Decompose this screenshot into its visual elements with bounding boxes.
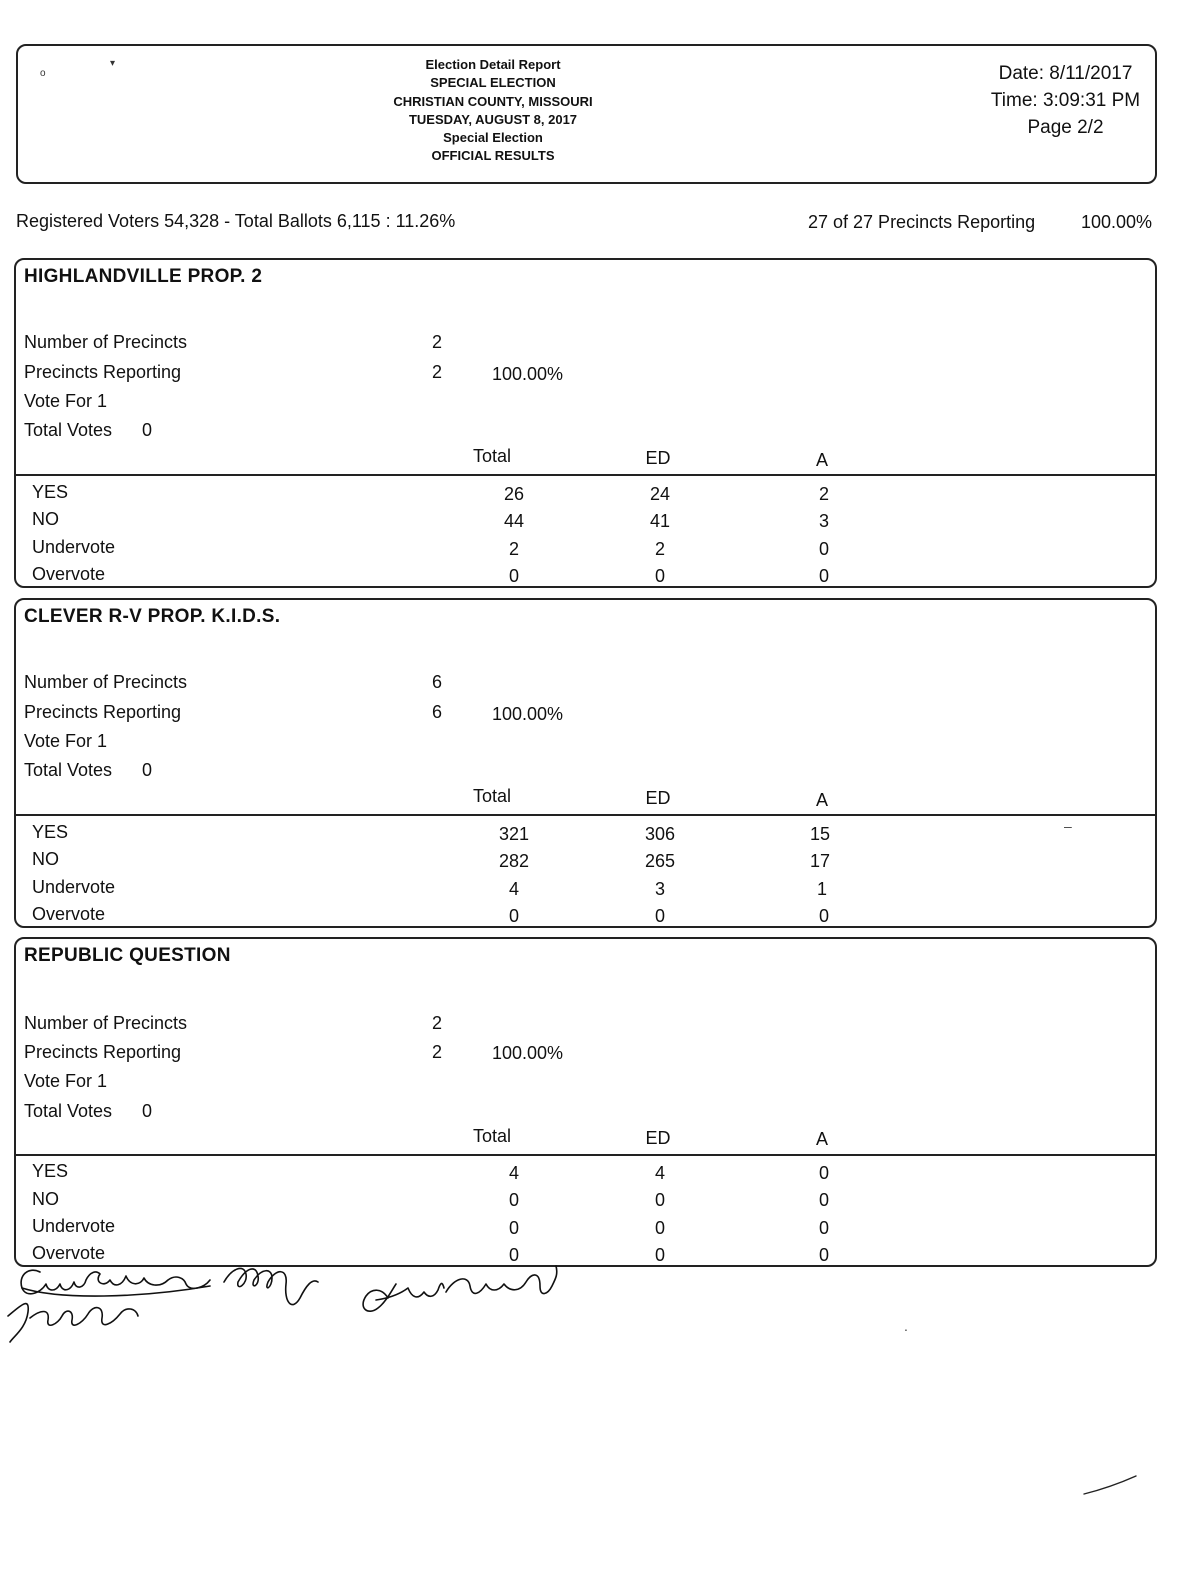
- cell-total: 44: [503, 511, 525, 531]
- cell-a: 0: [818, 1163, 829, 1183]
- total-votes-label: Total Votes: [24, 1101, 113, 1121]
- election-name: SPECIAL ELECTION: [430, 75, 556, 91]
- num-precincts-value: 2: [431, 332, 442, 352]
- row-label-undervote: Undervote: [32, 537, 116, 557]
- row-label-no: NO: [32, 1189, 59, 1209]
- election-date: TUESDAY, AUGUST 8, 2017: [408, 111, 578, 127]
- contest-box: [14, 598, 1157, 928]
- scan-mark: ▾: [110, 58, 116, 69]
- precincts-reporting-value: 6: [431, 702, 442, 722]
- row-label-overvote: Overvote: [32, 564, 106, 584]
- row-label-no: NO: [32, 849, 59, 869]
- precincts-reporting-percent: 100.00%: [492, 704, 564, 724]
- precincts-reporting-label: Precincts Reporting: [24, 362, 182, 382]
- cell-total: 0: [508, 1245, 519, 1265]
- cell-total: 0: [508, 1190, 519, 1210]
- vote-for-label: Vote For 1: [24, 1071, 108, 1091]
- cell-ed: 0: [654, 906, 665, 926]
- vote-for-label: Vote For 1: [24, 731, 108, 751]
- cell-ed: 0: [654, 566, 665, 586]
- cell-ed: 0: [654, 1190, 665, 1210]
- scan-mark: –: [1064, 818, 1072, 834]
- total-votes-label: Total Votes: [24, 420, 113, 440]
- cell-total: 0: [508, 906, 519, 926]
- vote-for-label: Vote For 1: [24, 391, 108, 411]
- col-header-ed: ED: [645, 448, 671, 468]
- contest-title: HIGHLANDVILLE PROP. 2: [24, 266, 263, 287]
- row-label-overvote: Overvote: [32, 904, 106, 924]
- cell-a: 15: [809, 824, 831, 844]
- cell-total: 0: [508, 566, 519, 586]
- report-header: [16, 44, 1157, 184]
- scan-mark: .: [904, 1318, 908, 1334]
- scan-mark: o: [40, 68, 46, 79]
- table-divider: [16, 1154, 1155, 1156]
- report-title: Election Detail Report: [425, 57, 561, 72]
- cell-a: 0: [818, 1190, 829, 1210]
- precincts-reporting-label: Precincts Reporting: [24, 1042, 182, 1062]
- cell-ed: 4: [654, 1163, 665, 1183]
- total-votes-value: 0: [142, 760, 153, 780]
- registered-voters-summary: Registered Voters 54,328 - Total Ballots 6,115 : 11.26%: [16, 211, 456, 231]
- cell-a: 1: [816, 879, 827, 899]
- total-votes-value: 0: [142, 420, 153, 440]
- cell-a: 0: [818, 1218, 829, 1238]
- contest-title: CLEVER R-V PROP. K.I.D.S.: [24, 606, 281, 627]
- cell-a: 2: [818, 484, 829, 504]
- cell-ed: 265: [644, 851, 676, 871]
- col-header-total: Total: [472, 446, 512, 466]
- row-label-undervote: Undervote: [32, 1216, 116, 1236]
- row-label-undervote: Undervote: [32, 877, 116, 897]
- cell-a: 0: [818, 1245, 829, 1265]
- cell-ed: 0: [654, 1245, 665, 1265]
- precincts-reporting-summary: 27 of 27 Precincts Reporting: [808, 212, 1036, 232]
- scan-mark: [1080, 1470, 1140, 1500]
- report-time: Time: 3:09:31 PM: [990, 90, 1141, 111]
- col-header-a: A: [815, 450, 828, 470]
- row-label-yes: YES: [32, 482, 69, 502]
- cell-ed: 3: [654, 879, 665, 899]
- signature-stroke: [22, 1286, 210, 1296]
- precincts-reporting-percent: 100.00%: [492, 1043, 564, 1063]
- cell-a: 17: [809, 851, 831, 871]
- num-precincts-label: Number of Precincts: [24, 332, 188, 352]
- cell-a: 0: [818, 566, 829, 586]
- row-label-yes: YES: [32, 822, 69, 842]
- precincts-reporting-label: Precincts Reporting: [24, 702, 182, 722]
- cell-a: 3: [818, 511, 829, 531]
- signature-stroke: [8, 1304, 138, 1342]
- cell-total: 282: [498, 851, 530, 871]
- col-header-total: Total: [472, 786, 512, 806]
- num-precincts-value: 6: [431, 672, 442, 692]
- cell-total: 321: [498, 824, 530, 844]
- cell-ed: 41: [649, 511, 671, 531]
- total-votes-value: 0: [142, 1101, 153, 1121]
- col-header-ed: ED: [645, 788, 671, 808]
- table-divider: [16, 814, 1155, 816]
- report-title-block: [348, 56, 638, 166]
- row-label-no: NO: [32, 509, 59, 529]
- cell-ed: 24: [649, 484, 671, 504]
- precincts-reporting-percent: 100.00%: [492, 364, 564, 384]
- col-header-total: Total: [472, 1126, 512, 1146]
- cell-ed: 2: [654, 539, 665, 559]
- table-divider: [16, 474, 1155, 476]
- num-precincts-value: 2: [431, 1013, 442, 1033]
- row-label-overvote: Overvote: [32, 1243, 106, 1263]
- col-header-a: A: [815, 790, 828, 810]
- col-header-a: A: [815, 1129, 828, 1149]
- cell-a: 0: [818, 539, 829, 559]
- col-header-ed: ED: [645, 1128, 671, 1148]
- precincts-reporting-value: 2: [431, 1042, 442, 1062]
- handwritten-signatures: [0, 1258, 600, 1398]
- signature-stroke: [224, 1268, 318, 1304]
- county-name: CHRISTIAN COUNTY, MISSOURI: [393, 93, 593, 109]
- precincts-reporting-value: 2: [431, 362, 442, 382]
- cell-total: 26: [503, 484, 525, 504]
- page-number: Page 2/2: [1027, 117, 1104, 138]
- contest-title: REPUBLIC QUESTION: [24, 945, 231, 966]
- contest-box: [14, 258, 1157, 588]
- report-meta: [978, 60, 1153, 141]
- cell-a: 0: [818, 906, 829, 926]
- cell-total: 0: [508, 1218, 519, 1238]
- election-type: Special Election: [443, 130, 543, 146]
- cell-total: 4: [508, 1163, 519, 1183]
- cell-total: 2: [508, 539, 519, 559]
- total-votes-label: Total Votes: [24, 760, 113, 780]
- report-date: Date: 8/11/2017: [998, 63, 1133, 84]
- cell-ed: 0: [654, 1218, 665, 1238]
- cell-ed: 306: [644, 824, 676, 844]
- num-precincts-label: Number of Precincts: [24, 1013, 188, 1033]
- signature-stroke: [363, 1266, 557, 1311]
- num-precincts-label: Number of Precincts: [24, 672, 188, 692]
- row-label-yes: YES: [32, 1161, 69, 1181]
- contest-box: [14, 937, 1157, 1267]
- results-status: OFFICIAL RESULTS: [431, 148, 555, 164]
- cell-total: 4: [508, 879, 519, 899]
- precincts-reporting-percent: 100.00%: [1081, 212, 1153, 232]
